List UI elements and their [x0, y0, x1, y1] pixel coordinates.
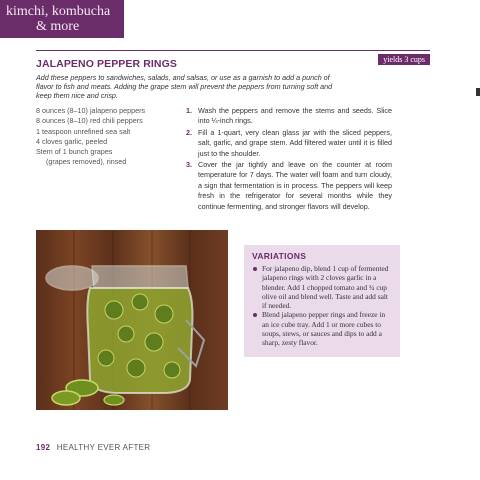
recipe-title: JALAPENO PEPPER RINGS [36, 58, 177, 70]
step-list [186, 106, 392, 213]
ingredient-item: 8 ounces (8–10) red chili peppers [36, 116, 143, 126]
step-number: 3. [186, 160, 192, 170]
yields-badge: yields 3 cups [378, 54, 430, 65]
step-number: 2. [186, 127, 192, 137]
step-item [186, 128, 392, 159]
step-item [186, 106, 392, 127]
chapter-banner-line1: kimchi, kombucha [6, 4, 111, 19]
variations-title: VARIATIONS [252, 251, 307, 261]
chapter-banner [0, 0, 124, 38]
pepper-jar-photo [36, 230, 228, 410]
pepper-jar-illustration [36, 230, 228, 410]
variations-box [244, 245, 400, 357]
variations-list [252, 264, 392, 348]
ingredient-item: 8 ounces (8–10) jalapeno peppers [36, 106, 146, 115]
ingredient-item: 4 cloves garlic, peeled [36, 136, 108, 146]
chapter-banner-line2: & more [36, 19, 80, 34]
variation-item: Blend jalapeno pepper rings and freeze in an ice cube tray. Add 1 or more cubes to soups, stews, or sauces and dips to add a sharp, zesty flavor. [252, 310, 392, 347]
step-text: Cover the jar tightly and leave on the counter at room temperature for 7 days. The water will foam and turn cloudy, a sign that fermentation is in process. The peppers will keep fresh in the refrigerator for several months while they continue fermenting, and stronger flavors will develop. [198, 160, 392, 211]
page-edge-tab [476, 88, 480, 96]
page-footer [36, 443, 150, 452]
ingredient-list [36, 106, 176, 168]
page-number: 192 [36, 443, 51, 452]
recipe-intro: Add these peppers to sandwiches, salads, and salsas, or use as a garnish to add a punch of flavor to fish and meats. Adding the grape stem will prevent the peppers from turning soft and keep them nice and crisp. [36, 73, 333, 101]
ingredient-item: Stem of 1 bunch grapes [36, 147, 113, 157]
ingredient-item: 1 teaspoon unrefined sea salt [36, 126, 131, 136]
step-number: 1. [186, 106, 192, 115]
book-title: HEALTHY EVER AFTER [56, 443, 151, 452]
step-text: Wash the peppers and remove the stems and seeds. Slice into ¼-inch rings. [198, 106, 392, 126]
ingredient-item: (grapes removed), rinsed [46, 157, 127, 167]
variation-item: For jalapeno dip, blend 1 cup of fermented jalapeno rings with 2 cloves garlic in a blender. Add 1 chopped tomato and ¾ cup olive oil and blend well. Taste and add salt if needed. [252, 264, 392, 310]
header-rule [36, 50, 430, 51]
step-item [186, 160, 392, 212]
step-text: Fill a 1-quart, very clean glass jar with the sliced peppers, salt, garlic, and grape stem. Add filtered water until it is filled just to the shoulder. [198, 127, 392, 158]
